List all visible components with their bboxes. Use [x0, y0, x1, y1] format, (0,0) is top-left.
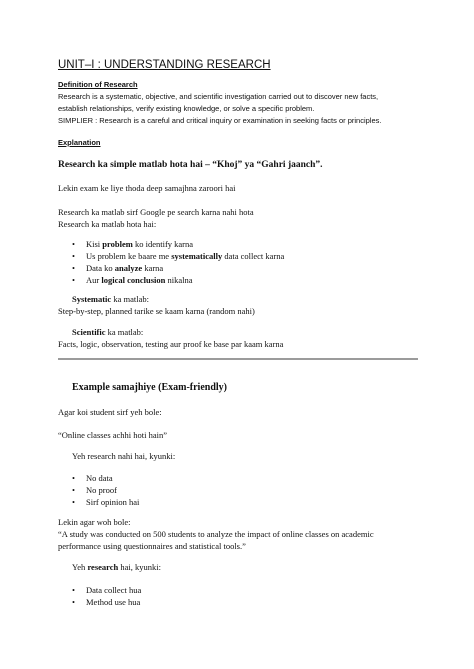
explanation-heading: Explanation	[58, 138, 101, 147]
definition-line-2: establish relationships, verify existing knowledge, or solve a specific problem.	[58, 104, 315, 113]
section-divider	[58, 358, 418, 360]
definition-line-1: Research is a systematic, objective, and scientific investigation carried out to discover new facts,	[58, 92, 379, 101]
list-item: • No data	[86, 472, 139, 484]
list-item: • Data ko analyze karna	[86, 262, 284, 274]
exam-line: Lekin exam ke liye thoda deep samajhna zaroori hai	[58, 183, 236, 193]
research-points-list	[86, 238, 284, 286]
google-line: Research ka matlab sirf Google pe search karna nahi hota	[58, 207, 254, 217]
example-heading: Example samajhiye (Exam-friendly)	[72, 382, 227, 393]
but-line: Lekin agar woh bole:	[58, 517, 131, 527]
list-item: • Sirf opinion hai	[86, 496, 139, 508]
unit-title: UNIT–I : UNDERSTANDING RESEARCH	[58, 59, 271, 71]
example-quote-1: “Online classes achhi hoti hain”	[58, 430, 168, 440]
not-research-points	[86, 472, 139, 508]
list-item: • Data collect hua	[86, 584, 141, 596]
scientific-label: Scientific ka matlab:	[72, 327, 144, 337]
simple-meaning: Research ka simple matlab hota hai – “Khoj” ya “Gahri jaanch”.	[58, 160, 323, 170]
systematic-label: Systematic ka matlab:	[72, 294, 149, 304]
simplier-definition: SIMPLIER : Research is a careful and critical inquiry or examination in seeking facts or principles.	[58, 116, 382, 125]
systematic-description: Step-by-step, planned tarike se kaam karna (random nahi)	[58, 306, 255, 316]
list-item: • Aur logical conclusion nikalna	[86, 274, 284, 286]
list-item: • Method use hua	[86, 596, 141, 608]
definition-heading: Definition of Research	[58, 80, 138, 89]
list-item: • Us problem ke baare me systematically data collect karna	[86, 250, 284, 262]
scientific-description: Facts, logic, observation, testing aur proof ke base par kaam karna	[58, 339, 284, 349]
is-research-points	[86, 584, 141, 608]
example-quote-2-line-2: performance using questionnaires and statistical tools.”	[58, 541, 246, 551]
meaning-line: Research ka matlab hota hai:	[58, 219, 157, 229]
list-item: • No proof	[86, 484, 139, 496]
not-research-line: Yeh research nahi hai, kyunki:	[72, 451, 176, 461]
is-research-line: Yeh research hai, kyunki:	[72, 562, 162, 572]
example-quote-2-line-1: “A study was conducted on 500 students to analyze the impact of online classes on academic	[58, 529, 374, 539]
example-intro: Agar koi student sirf yeh bole:	[58, 407, 162, 417]
list-item: • Kisi problem ko identify karna	[86, 238, 284, 250]
